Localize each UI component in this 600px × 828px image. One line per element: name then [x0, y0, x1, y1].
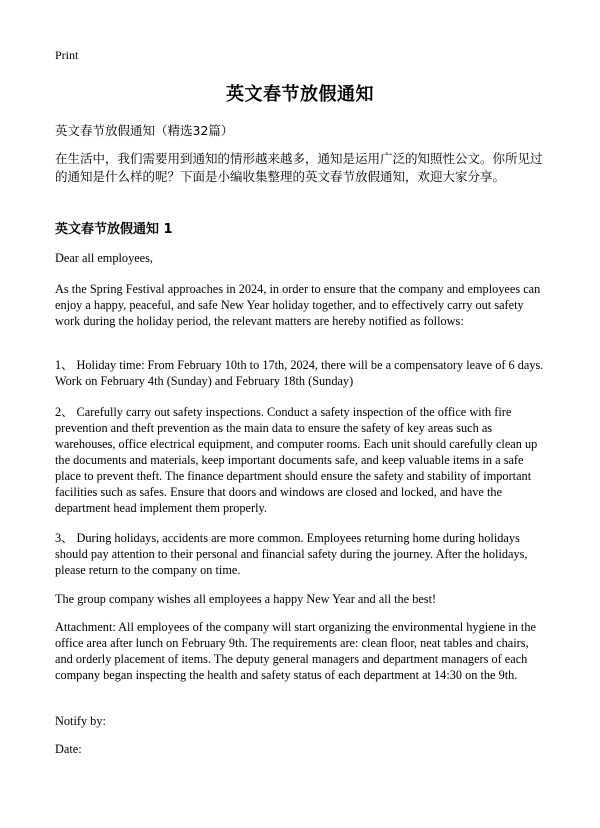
section-heading: 英文春节放假通知 1: [55, 222, 173, 237]
notify-by-label: Notify by:: [55, 714, 106, 728]
paragraph-wishes: The group company wishes all employees a happy New Year and all the best!: [55, 592, 437, 606]
paragraph-intro: As the Spring Festival approaches in 2024, in order to ensure that the company and employees can enjoy a happy, peaceful, and safe New Year holiday together, and to effectively carry out safety work during the holiday period, the relevant matters are hereby notified as follows:: [55, 282, 541, 328]
greeting: Dear all employees,: [55, 251, 153, 265]
paragraph-safety-inspection: 2、 Carefully carry out safety inspections. Conduct a safety inspection of the office with fire prevention and theft prevention as the main data to ensure the safety of key areas such as warehouses, office electrical equipment, and computer rooms. Each unit should carefully clean up the documents and materials, keep important documents safe, and keep valuable items in a safe place to prevent theft. The finance department should ensure the safety and stability of important facilities such as safes. Ensure that doors and windows are closed and locked, and have the department head implement them properly.: [55, 405, 538, 515]
page-subtitle: 英文春节放假通知（精选32篇）: [55, 123, 234, 138]
intro-paragraph: 在生活中，我们需要用到通知的情形越来越多，通知是运用广泛的知照性公文。你所见过的通知是什么样的呢？下面是小编收集整理的英文春节放假通知，欢迎大家分享。: [55, 151, 543, 184]
paragraph-attachment: Attachment: All employees of the company will start organizing the environmental hygiene in the office area after lunch on February 9th. The requirements are: clean floor, neat tables and chairs, and orderly placement of items. The deputy general managers and department managers of each company began inspecting the health and safety status of each department at 14:30 on the 9th.: [55, 620, 536, 682]
date-label: Date:: [55, 742, 82, 756]
paragraph-holiday-time: 1、 Holiday time: From February 10th to 17th, 2024, there will be a compensatory leave of 6 days. Work on February 4th (Sunday) and February 18th (Sunday): [55, 358, 544, 388]
paragraph-holiday-safety: 3、 During holidays, accidents are more common. Employees returning home during holidays should pay attention to their personal and financial safety during the journey. After the holidays, please return to the company on time.: [55, 531, 528, 577]
page-title: 英文春节放假通知: [226, 84, 374, 105]
print-link[interactable]: Print: [55, 48, 79, 62]
